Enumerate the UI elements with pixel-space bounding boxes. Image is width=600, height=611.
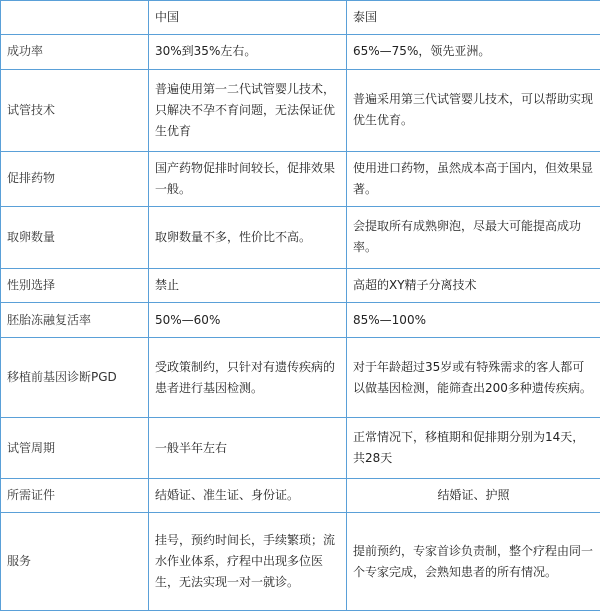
china-cell: 普遍使用第一二代试管婴儿技术，只解决不孕不育问题，无法保证优生优育 (149, 69, 347, 152)
thailand-cell: 提前预约，专家首诊负责制，整个疗程由同一个专家完成，会熟知患者的所有情况。 (347, 513, 600, 611)
row-label: 取卵数量 (1, 206, 149, 269)
table-row-pgd (1, 337, 600, 418)
header-cell-thailand: 泰国 (347, 1, 600, 35)
thailand-cell: 普遍采用第三代试管婴儿技术，可以帮助实现优生优育。 (347, 69, 600, 152)
table-row-embryo-thaw-survival (1, 303, 600, 337)
table-header-row (1, 1, 600, 35)
row-label: 促排药物 (1, 152, 149, 206)
thailand-cell: 正常情况下，移植期和促排期分别为14天，共28天 (347, 418, 600, 478)
row-label: 服务 (1, 513, 149, 611)
china-cell: 取卵数量不多，性价比不高。 (149, 206, 347, 269)
row-label: 成功率 (1, 35, 149, 69)
china-cell: 受政策制约，只针对有遗传疾病的患者进行基因检测。 (149, 337, 347, 418)
header-cell-empty (1, 1, 149, 35)
china-cell: 国产药物促排时间较长，促排效果一般。 (149, 152, 347, 206)
table-row-stimulation-drugs (1, 152, 600, 206)
china-cell: 30%到35%左右。 (149, 35, 347, 69)
china-cell: 禁止 (149, 269, 347, 303)
row-label: 试管技术 (1, 69, 149, 152)
row-label: 所需证件 (1, 478, 149, 512)
china-cell: 50%—60% (149, 303, 347, 337)
thailand-cell: 使用进口药物，虽然成本高于国内，但效果显著。 (347, 152, 600, 206)
table-row-gender-selection (1, 269, 600, 303)
thailand-cell: 对于年龄超过35岁或有特殊需求的客人都可以做基因检测，能筛查出200多种遗传疾病。 (347, 337, 600, 418)
thailand-cell: 结婚证、护照 (347, 478, 600, 512)
thailand-cell: 高超的XY精子分离技术 (347, 269, 600, 303)
table-row-documents (1, 478, 600, 512)
table-row-ivf-technology (1, 69, 600, 152)
row-label: 胚胎冻融复活率 (1, 303, 149, 337)
row-label: 试管周期 (1, 418, 149, 478)
header-cell-china: 中国 (149, 1, 347, 35)
china-cell: 结婚证、准生证、身份证。 (149, 478, 347, 512)
table-row-egg-retrieval (1, 206, 600, 269)
thailand-cell: 85%—100% (347, 303, 600, 337)
thailand-cell: 会提取所有成熟卵泡，尽最大可能提高成功率。 (347, 206, 600, 269)
thailand-cell: 65%—75%，领先亚洲。 (347, 35, 600, 69)
row-label: 移植前基因诊断PGD (1, 337, 149, 418)
china-cell: 一般半年左右 (149, 418, 347, 478)
row-label: 性别选择 (1, 269, 149, 303)
table-row-service (1, 513, 600, 611)
table-row-success-rate (1, 35, 600, 69)
china-cell: 挂号，预约时间长，手续繁琐；流水作业体系，疗程中出现多位医生，无法实现一对一就诊。 (149, 513, 347, 611)
table-row-ivf-cycle (1, 418, 600, 478)
